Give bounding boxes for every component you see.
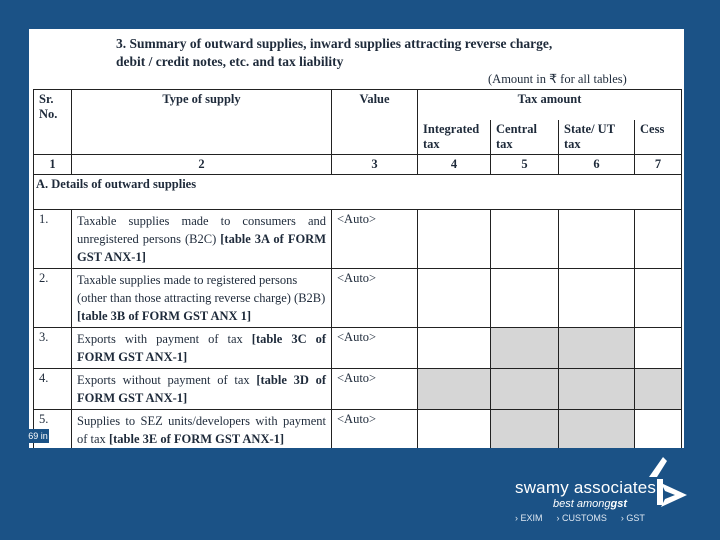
header-row [34,90,682,121]
column-number-row: 1 2 3 4 5 6 7 [34,155,682,175]
supply-summary-table [33,89,682,448]
header-sr-no: Sr. No. [34,90,72,155]
table-row: 4. Exports without payment of tax [table 3D of FORM GST ANX-1] <Auto> [34,369,682,410]
section-row [34,175,682,210]
slide-badge: 69 in [28,431,48,441]
brand-logo [515,450,695,530]
header-central: Central tax [491,120,559,155]
header-integrated: Integrated tax [418,120,491,155]
brand-name: swamy associates [515,478,657,497]
document-title: 3. Summary of outward supplies, inward supplies attracting reverse charge, debit / credit notes, etc. and tax liability [116,36,553,69]
link-customs: › CUSTOMS [556,513,607,523]
link-exim: › EXIM [515,513,543,523]
header-value: Value [332,90,418,155]
link-gst: › GST [620,513,645,523]
header-type: Type of supply [72,90,332,155]
document-page [29,29,684,448]
brand-links [515,513,645,523]
table-row: 5. Supplies to SEZ units/developers with payment of tax [table 3E of FORM GST ANX-1] <Auto> [34,410,682,449]
table-row: 2. Taxable supplies made to registered persons (other than those attracting reverse charge) (B2B) [table 3B of FORM GST ANX 1] <Auto> [34,269,682,328]
brand-tagline: best amonggst [553,498,627,510]
header-state: State/ UT tax [559,120,635,155]
header-tax-amount: Tax amount [418,90,682,121]
table-row: 1. Taxable supplies made to consumers and unregistered persons (B2C) [table 3A of FORM GST ANX-1] <Auto> [34,210,682,269]
table-row: 3. Exports with payment of tax [table 3C of FORM GST ANX-1] <Auto> [34,328,682,369]
amount-note: (Amount in ₹ for all tables) [488,72,627,86]
section-a-heading: A. Details of outward supplies [34,175,682,210]
header-cess: Cess [635,120,682,155]
